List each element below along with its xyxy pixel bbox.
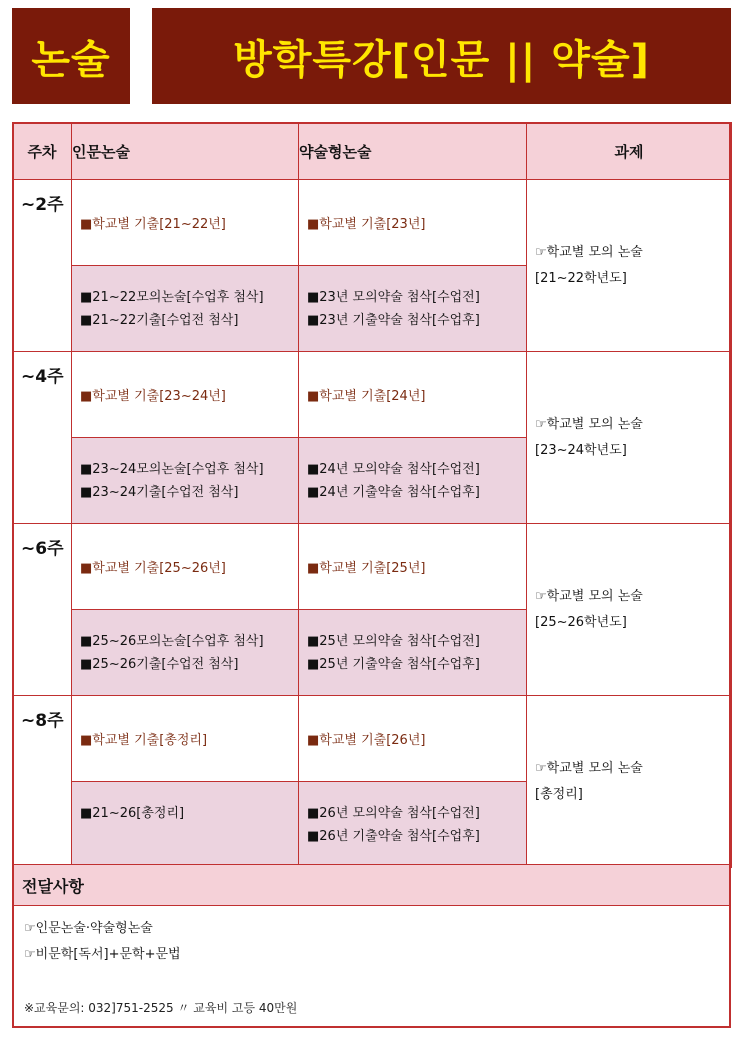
yaksul-past-exam: ■학교별 기출[24년]: [299, 352, 527, 438]
yaksul-correction: [299, 266, 527, 352]
week-label: ~2주: [13, 180, 72, 352]
list-item: ■23~24기출[수업전 첨삭]: [80, 484, 239, 500]
week-label: ~6주: [13, 524, 72, 696]
task-line: [25~26학년도]: [535, 614, 627, 630]
list-item: ■25년 기출약술 첨삭[수업후]: [307, 656, 480, 672]
list-item: ■24년 모의약술 첨삭[수업전]: [307, 461, 480, 477]
col-header-humanities: 인문논술: [72, 123, 299, 180]
yaksul-correction: [299, 438, 527, 524]
task-cell: [527, 180, 732, 352]
task-line: ☞학교별 모의 논술: [535, 244, 643, 260]
task-line: ☞학교별 모의 논술: [535, 416, 643, 432]
task-line: [23~24학년도]: [535, 442, 627, 458]
notice-body: [12, 906, 731, 1028]
list-item: ■23~24모의논술[수업후 첨삭]: [80, 461, 264, 477]
table-row: [13, 352, 732, 438]
humanities-past-exam: ■학교별 기출[21~22년]: [72, 180, 299, 266]
humanities-correction: [72, 782, 299, 868]
table-row: [13, 524, 732, 610]
yaksul-correction: [299, 610, 527, 696]
yaksul-past-exam: ■학교별 기출[23년]: [299, 180, 527, 266]
list-item: ■23년 모의약술 첨삭[수업전]: [307, 289, 480, 305]
list-item: ■26년 기출약술 첨삭[수업후]: [307, 828, 480, 844]
list-item: ■25~26기출[수업전 첨삭]: [80, 656, 239, 672]
header-left-title: 논술: [12, 8, 130, 104]
list-item: ■25년 모의약술 첨삭[수업전]: [307, 633, 480, 649]
humanities-past-exam: ■학교별 기출[25~26년]: [72, 524, 299, 610]
yaksul-past-exam: ■학교별 기출[25년]: [299, 524, 527, 610]
table-row: [13, 180, 732, 266]
task-line: ☞학교별 모의 논술: [535, 588, 643, 604]
header-main-title: 방학특강[인문 || 약술]: [152, 8, 731, 104]
task-cell: [527, 352, 732, 524]
notice-line: ☞인문논술·약술형논술: [24, 921, 153, 936]
schedule-table: [12, 122, 732, 868]
yaksul-past-exam: ■학교별 기출[26년]: [299, 696, 527, 782]
table-row: [13, 696, 732, 782]
table-header-row: [13, 123, 732, 180]
humanities-correction: [72, 610, 299, 696]
list-item: ■26년 모의약술 첨삭[수업전]: [307, 805, 480, 821]
humanities-correction: [72, 266, 299, 352]
task-line: ☞학교별 모의 논술: [535, 760, 643, 776]
list-item: ■23년 기출약술 첨삭[수업후]: [307, 312, 480, 328]
week-label: ~4주: [13, 352, 72, 524]
contact-info: ※교육문의: 032]751-2525 〃 교육비 고등 40만원: [24, 1001, 298, 1015]
col-header-yaksul: 약술형논술: [299, 123, 527, 180]
humanities-correction: [72, 438, 299, 524]
yaksul-correction: [299, 782, 527, 868]
list-item: ■21~26[총정리]: [80, 806, 185, 821]
task-cell: [527, 524, 732, 696]
week-label: ~8주: [13, 696, 72, 868]
col-header-week: 주차: [13, 123, 72, 180]
humanities-past-exam: ■학교별 기출[23~24년]: [72, 352, 299, 438]
task-line: [21~22학년도]: [535, 270, 627, 286]
notice-line: ☞비문학[독서]+문학+문법: [24, 947, 181, 962]
notice-heading: 전달사항: [12, 864, 731, 906]
task-line: [총정리]: [535, 786, 583, 802]
list-item: ■21~22기출[수업전 첨삭]: [80, 312, 239, 328]
list-item: ■24년 기출약술 첨삭[수업후]: [307, 484, 480, 500]
list-item: ■21~22모의논술[수업후 첨삭]: [80, 289, 264, 305]
humanities-past-exam: ■학교별 기출[총정리]: [72, 696, 299, 782]
list-item: ■25~26모의논술[수업후 첨삭]: [80, 633, 264, 649]
task-cell: [527, 696, 732, 868]
col-header-task: 과제: [527, 123, 732, 180]
